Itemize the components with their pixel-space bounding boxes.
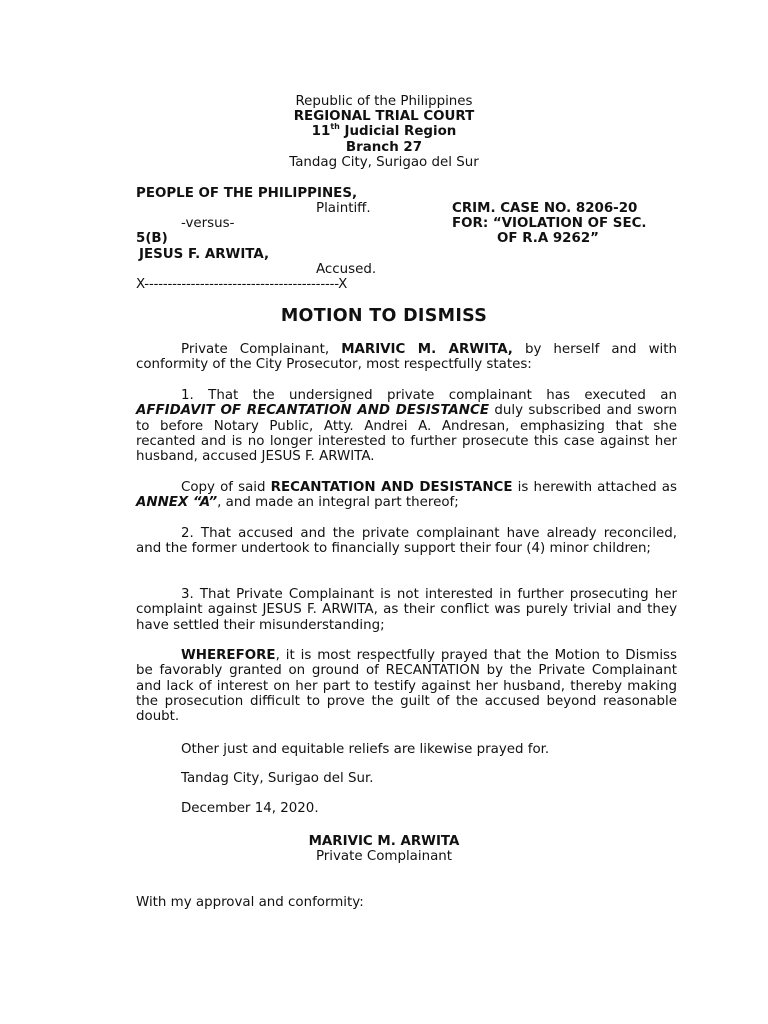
- complainant-name: MARIVIC M. ARWITA,: [341, 342, 513, 357]
- header-location: Tandag City, Surigao del Sur: [289, 155, 479, 170]
- intro-pre: Private Complainant,: [181, 342, 342, 357]
- paragraph-2: 2. That accused and the private complainant have already reconciled, and the former undertook to financially support their four (4) minor children;: [136, 526, 677, 557]
- case-for-label: FOR: [452, 216, 483, 231]
- intro-paragraph: [136, 342, 677, 373]
- accused-name: JESUS F. ARWITA,: [139, 247, 270, 262]
- other-reliefs: Other just and equitable reliefs are likewise prayed for.: [181, 742, 550, 757]
- accused-role: Accused.: [316, 262, 377, 277]
- wherefore-lead: WHEREFORE: [181, 648, 276, 663]
- header-republic: Republic of the Philippines: [295, 94, 473, 109]
- header-region-suffix-sup: th: [330, 121, 340, 131]
- signatory-role: Private Complainant: [315, 849, 453, 864]
- para1-post: duly subscribed and sworn to before Notary Public, Atty. Andrei A. Andresan, emphasizing that she recanted and is no longer interested to further prosecute this case against her husband, accused JESUS F. ARWITA.: [136, 403, 677, 465]
- case-section-continued: 5(B): [136, 231, 168, 246]
- wherefore-paragraph: [136, 648, 677, 724]
- plaintiff-name: PEOPLE OF THE PHILIPPINES,: [136, 186, 358, 201]
- place-line: Tandag City, Surigao del Sur.: [181, 771, 374, 786]
- paragraph-1: [136, 388, 677, 464]
- annex-label: ANNEX “A”: [136, 495, 218, 511]
- motion-title: MOTION TO DISMISS: [280, 306, 488, 326]
- approval-line: With my approval and conformity:: [136, 895, 364, 910]
- date-line: December 14, 2020.: [181, 801, 319, 816]
- affidavit-title: AFFIDAVIT OF RECANTATION AND DESISTANCE: [136, 403, 489, 419]
- paragraph-3: 3. That Private Complainant is not interested in further prosecuting her complaint against JESUS F. ARWITA, as their conflict was purely trivial and they have settled their misunderstanding;: [136, 587, 677, 633]
- para1-pre: 1. That the undersigned private complainant has executed an: [181, 388, 677, 403]
- header-court: REGIONAL TRIAL COURT: [293, 109, 475, 124]
- header-region-text: Judicial Region: [339, 124, 457, 139]
- header-region: [0, 121, 768, 139]
- annex-paragraph: [136, 480, 677, 511]
- recantation-title: RECANTATION AND DESISTANCE: [270, 480, 513, 495]
- copy-pre: Copy of said: [181, 480, 271, 495]
- case-ra-number: OF R.A 9262”: [497, 231, 599, 246]
- wherefore-text: , it is most respectfully prayed that the Motion to Dismiss be favorably granted on ground of RECANTATION by the Private Complainant and lack of interest on her part to testify against her husband, thereby making the prosecution difficult to prove the guilt of the accused beyond reasonable doubt.: [136, 648, 677, 725]
- case-offense: [452, 216, 647, 231]
- copy-post: , and made an integral part thereof;: [217, 495, 459, 511]
- caption-separator: X------------------------------------------X: [136, 277, 348, 292]
- header-branch: Branch 27: [345, 140, 423, 155]
- copy-mid: is herewith attached as: [512, 480, 677, 495]
- intro-post: by herself and with conformity of the City Prosecutor, most respectfully states:: [136, 342, 677, 373]
- plaintiff-role: Plaintiff.: [316, 201, 371, 216]
- versus-label: -versus-: [181, 216, 235, 231]
- signatory-name: MARIVIC M. ARWITA: [308, 834, 460, 849]
- header-region-number: 11: [311, 124, 331, 139]
- case-offense-text: : “VIOLATION OF SEC.: [482, 216, 647, 231]
- case-number: CRIM. CASE NO. 8206-20: [452, 201, 638, 216]
